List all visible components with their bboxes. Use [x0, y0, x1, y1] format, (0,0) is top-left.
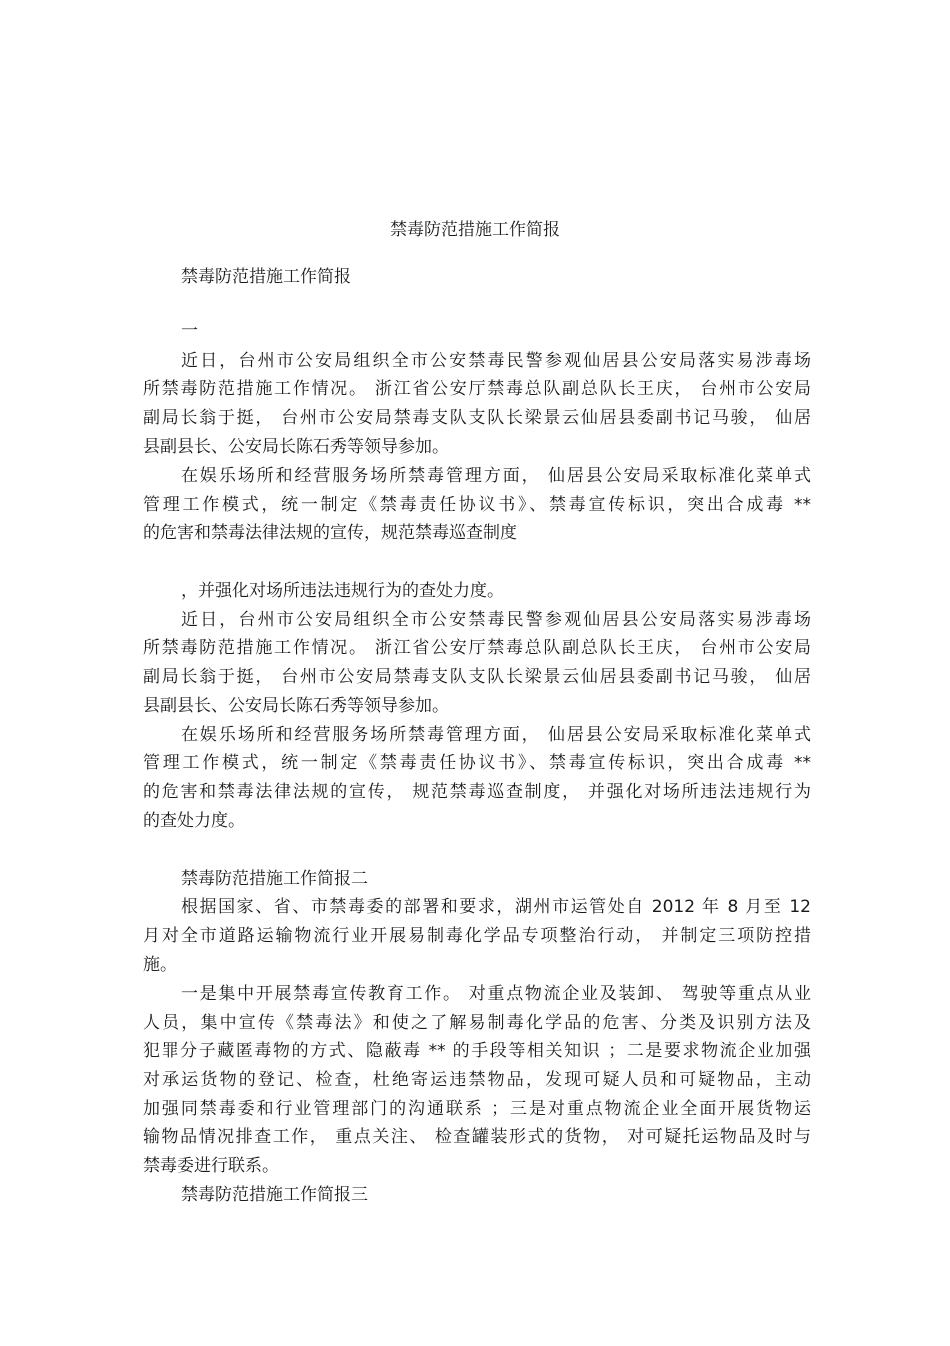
text-line: 在娱乐场所和经营服务场所禁毒管理方面， 仙居县公安局采取标准化菜单式 — [181, 466, 811, 486]
section-heading: 禁毒防范措施工作简报二 — [181, 869, 368, 889]
text-line: ，并强化对场所违法违规行为的查处力度。 — [181, 581, 504, 601]
section-heading: 禁毒防范措施工作简报三 — [181, 1185, 368, 1205]
text-line: 近日，台州市公安局组织全市公安禁毒民警参观仙居县公安局落实易涉毒场 — [181, 351, 811, 371]
text-line: 的危害和禁毒法律法规的宣传， 规范禁毒巡查制度， 并强化对场所违法违规行为 — [143, 782, 811, 802]
text-line: 月对全市道路运输物流行业开展易制毒化学品专项整治行动， 并制定三项防控措 — [143, 926, 811, 946]
section-heading: 禁毒防范措施工作简报 — [181, 267, 351, 287]
text-line: 施。 — [143, 955, 177, 975]
text-line: 在娱乐场所和经营服务场所禁毒管理方面， 仙居县公安局采取标准化菜单式 — [181, 725, 811, 745]
section-number: 一 — [181, 321, 198, 341]
text-line: 人员，集中宣传《禁毒法》和使之了解易制毒化学品的危害、分类及识别方法及 — [143, 1013, 811, 1033]
text-line: 管理工作模式，统一制定《禁毒责任协议书》、禁毒宣传标识，突出合成毒 ** — [143, 495, 811, 515]
text-line: 所禁毒防范措施工作情况。 浙江省公安厅禁毒总队副总队长王庆， 台州市公安局 — [143, 638, 811, 658]
text-line: 副局长翁于挺， 台州市公安局禁毒支队支队长梁景云仙居县委副书记马骏， 仙居 — [143, 408, 811, 428]
text-line: 对承运货物的登记、检查，杜绝寄运违禁物品，发现可疑人员和可疑物品，主动 — [143, 1070, 811, 1090]
text-line: 加强同禁毒委和行业管理部门的沟通联系 ；三是对重点物流企业全面开展货物运 — [143, 1099, 811, 1119]
text-line: 副局长翁于挺， 台州市公安局禁毒支队支队长梁景云仙居县委副书记马骏， 仙居 — [143, 667, 811, 687]
text-line: 的危害和禁毒法律法规的宣传，规范禁毒巡查制度 — [143, 523, 517, 543]
text-line: 县副县长、公安局长陈石秀等领导参加。 — [143, 696, 449, 716]
text-line: 近日，台州市公安局组织全市公安禁毒民警参观仙居县公安局落实易涉毒场 — [181, 610, 811, 630]
text-line: 禁毒委进行联系。 — [143, 1156, 279, 1176]
text-line: 县副县长、公安局长陈石秀等领导参加。 — [143, 437, 449, 457]
text-line: 管理工作模式，统一制定《禁毒责任协议书》、禁毒宣传标识，突出合成毒 ** — [143, 753, 811, 773]
text-line: 根据国家、省、市禁毒委的部署和要求，湖州市运管处自 2012 年 8 月至 12 — [181, 897, 811, 917]
document-title: 禁毒防范措施工作简报 — [390, 220, 560, 240]
text-line: 所禁毒防范措施工作情况。 浙江省公安厅禁毒总队副总队长王庆， 台州市公安局 — [143, 379, 811, 399]
text-line: 犯罪分子藏匿毒物的方式、隐蔽毒 ** 的手段等相关知识 ；二是要求物流企业加强 — [143, 1041, 811, 1061]
text-line: 一是集中开展禁毒宣传教育工作。 对重点物流企业及装卸、 驾驶等重点从业 — [181, 984, 811, 1004]
text-line: 的查处力度。 — [143, 811, 245, 831]
text-line: 输物品情况排查工作， 重点关注、 检查罐装形式的货物， 对可疑托运物品及时与 — [143, 1127, 811, 1147]
